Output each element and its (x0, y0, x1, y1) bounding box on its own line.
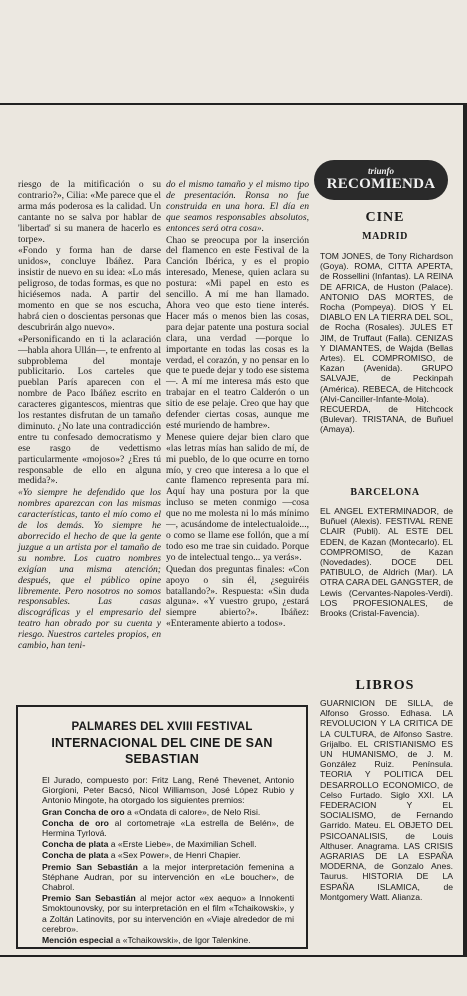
award-item (30, 839, 294, 849)
barcelona-heading: BARCELONA (350, 487, 420, 498)
award-item (30, 850, 294, 860)
palmares-title-line-1: PALMARES DEL XVIII FESTIVAL (71, 721, 253, 733)
recomienda-badge (314, 160, 448, 200)
article-paragraph: «Personificando en ti la aclaración —habla ahora Ullán—, te enfrento al subproblema del montaje publicitario. Los carteles que pueblan París aparecen con el nombre de Paco Ibáñez escrito en caracteres gigantescos, mientras que los restantes disfrutan de un tamaño diminuto. ¿No late una contradicción entre tu confesado democratismo y ese rasgo de vedettismo particularmente «mojoso»? ¿Eres tú responsable de ello en alguna medida?». (18, 333, 161, 487)
award-item (30, 893, 294, 934)
article-paragraph: Menese quiere dejar bien claro que «las letras mías han salido de mí, de mi pueblo, de lo que ocurre en torno mío, y creo que interesa a lo que el cante flamenco representa para mí. Aquí hay una postura por la que incluso se meten conmigo —cosa que no me molesta ni lo más mínimo—, acusándome de intelectualoide..., o como se llame ese follón, que a mí todo eso me trae sin cuidado. Porque yo de intelectual tengo... ya verás». (166, 431, 309, 563)
award-label: Premio San Sebastián (42, 893, 136, 904)
award-label: Gran Concha de oro (42, 806, 125, 817)
article-paragraph: do el mismo tamaño y el mismo tipo de presentación. Ronsa no fue construida en una hora. El día en que seamos responsables absolutos, entonces será otra cosa». (166, 179, 309, 234)
top-margin (0, 0, 467, 104)
badge-brand: triunfo (367, 166, 394, 176)
award-text: al mejor actor «ex aequo» a Innokenti Smoktounovsky, por su interpretación en el film «Tchaikowski», y a Zoltán Latinovits, por su intervención en «Viaje alrededor de mi cerebro». (42, 893, 295, 934)
award-item (30, 935, 294, 945)
badge-title: RECOMIENDA (326, 176, 436, 192)
libros-listings: GUARNICION DE SILLA, de Alfonso Grosso. Edhasa. LA REVOLUCION Y LA CRITICA DE LA CULTURA, de Alfonso Sastre. Grijalbo. EL CRISTIANISMO ES UN HUMANISMO, de J. M. González Ruiz. Península. TEORIA Y POLITICA DEL DESARROLLO ECONOMICO, de Celso Furtado. Siglo XXI. LA FEDERACION Y EL SOCIALISMO, de Fernando Garrido. Mateu. EL OBJETO DEL PSICOANALISIS, de Louis Althuser. Anagrama. LAS CRISIS AGRARIAS DE LA ESPAÑA MODERNA, de Gonzalo Anes. Taurus. HISTORIA DE LA ESPAÑA ISLAMICA, de Montgomery Watt. Alianza. (320, 698, 453, 902)
award-text: a «Erste Liebe», de Maximilian Schell. (108, 839, 257, 850)
palmares-box (16, 705, 308, 949)
award-label: Concha de oro (42, 817, 109, 828)
award-label: Concha de plata (42, 839, 109, 850)
award-text: a «Tchaikowski», de Igor Talenkine. (113, 935, 251, 946)
palmares-title-line-2: INTERNACIONAL DEL CINE DE SAN SEBASTIAN (51, 736, 273, 766)
award-label: Concha de plata (42, 850, 109, 861)
article-column-2 (166, 180, 309, 631)
article-column-1 (18, 180, 161, 653)
bottom-rule (0, 955, 467, 957)
award-item (30, 818, 294, 838)
cine-heading: CINE (365, 210, 405, 225)
award-text: a «Ondata di calore», de Nelo Risi. (124, 806, 261, 817)
madrid-listings: TOM JONES, de Tony Richardson (Goya). ROMA, CITTA APERTA, de Rossellini (Infantas). LA REINA DE AFRICA, de Huston (Palace). ANTONIO DAS MORTES, de Rocha (Pompeya). DIOS Y EL DIABLO EN LA TIERRA DEL SOL, de Rocha (Rosales). JULES ET JIM, de Truffaut (Falla). CENIZAS Y DIAMANTES, de Wajda (Bellas Artes). EL COMPROMISO, de Kazan (Avenida). GRUPO SALVAJE, de Peckinpah (América). REBECA, de Hitchcock (Alvi-Canciller-Infante-Molа). RECUERDA, de Hitchcock (Bulevar). TRISTANA, de Buñuel (Amaya). (320, 251, 453, 435)
award-label: Mención especial (42, 935, 114, 946)
barcelona-listings: EL ANGEL EXTERMINADOR, de Buñuel (Alexis). FESTIVAL RENE CLAIR (Publi). AL ESTE DEL EDEN, de Kazan (Montecarlo). EL COMPROMISO, de Kazan (Novedades). DOCE DEL PATIBULO, de Aldrich (Mar). LA OTRA CARA DEL GANGSTER, de Lewis (Cervantes-Napoles-Verdi). LOS PROFESIONALES, de Brooks (Cristal-Favencia). (320, 506, 453, 619)
palmares-intro: El Jurado, compuesto por: Fritz Lang, René Thevenet, Antonio Giorgioni, Peter Bacsó, Nicol Williamson, José López Rubio y Antonio Mingote, ha otorgado los siguientes premios: (42, 775, 294, 806)
right-rule (463, 103, 467, 957)
award-item (30, 807, 294, 817)
palmares-body (18, 767, 306, 945)
madrid-heading: MADRID (362, 231, 408, 242)
article-paragraph: Quedan dos preguntas finales: «Con apoyo o sin él, ¿seguiréis batallando?». Respuesta: «Sin duda alguna». «Y vuestro grupo, ¿estará siempre abierto?». Ibáñez: «Enteramente abierto a todos». (166, 563, 309, 630)
award-item (30, 862, 294, 893)
article-paragraph: riesgo de la mitificación o su contrario?», Cilia: «Me parece que el arma más poderosa es la calidad. Un cantante no se salva por hablar de 'libertad' si su manera de hacerlo es torpe». (18, 179, 161, 245)
award-text: a «Sex Power», de Henri Chapier. (108, 850, 241, 861)
article-paragraph: Chao se preocupa por la inserción del flamenco en este Festival de la Canción Ibérica, y es el propio interesado, Menese, quien aclara su postura: «Mi papel en esto es sencillo. A mí me han llamado. Ahora veo que esto tiene interés. Hacer más o menos bien las cosas, para dejar patente una postura social clara, una verdad —porque lo importante en todas las cosas es la verdad, el corazón, y no pensar en lo que te puede dejar y todo ese sistema—. A mí me interesa más esto que trabajar en el teatro Calderón o un sitio de ese pelaje. Creo que hay que defender ciertas cosas, aunque me esté muriendo de hambre». (166, 234, 309, 431)
article-paragraph: «Yo siempre he defendido que los nombres aparezcan con las mismas características, tanto el mío como el de los demás. Yo siempre he aborrecido el hecho de que la gente juzgue a un artista por el tamaño de su nombre. Los cuatro nombres exigían una misma atención; después, que el público opine libremente. Pero nosotros no somos responsables. Las casas discográficas y el empresario del teatro han obrado por su cuenta y riesgo. Nuestros carteles propios, en cambio, han teni- (18, 487, 161, 652)
top-rule (0, 103, 467, 105)
award-text: al cortometraje «La estrella de Belén», de Hermina Tyrlová. (42, 817, 295, 839)
libros-heading: LIBROS (355, 678, 415, 693)
article-paragraph: «Fondo y forma han de darse unidos», concluye Ibáñez. Para insistir de nuevo en su idea: «Lo más peligroso, de todas formas, es que no hiciésemos nada. A partir del momento en que se nos escucha, habrá cien o doscientas personas que descubrirán algo nuevo». (18, 245, 161, 333)
award-text: a la mejor interpretación femenina a Stéphane Audran, por su intervención en «Le boucher», de Chabrol. (42, 861, 294, 893)
award-label: Premio San Sebastián (42, 861, 138, 872)
